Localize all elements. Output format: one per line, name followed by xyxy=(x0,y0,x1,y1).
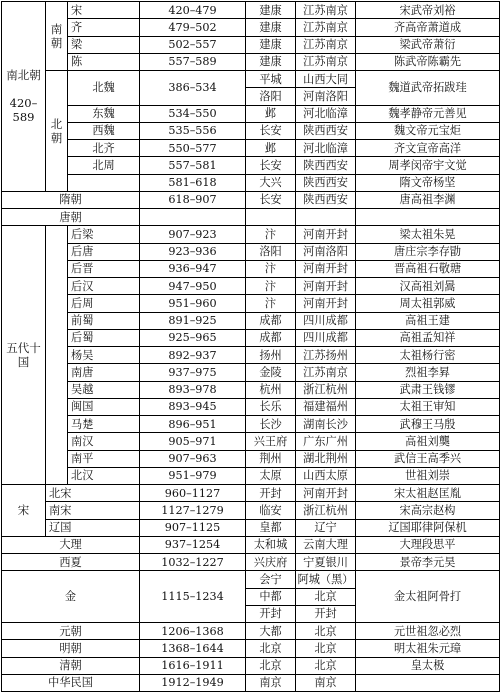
table-cell: 周孝闵帝宇文觉 xyxy=(356,157,500,174)
table-cell: 世祖刘崇 xyxy=(356,467,500,484)
table-cell: 邺 xyxy=(246,140,296,157)
table-cell: 后梁 xyxy=(68,226,140,243)
table-cell: 洛阳 xyxy=(246,88,296,105)
table-cell: 魏文帝元宝炬 xyxy=(356,122,500,139)
table-cell: 后晋 xyxy=(68,260,140,277)
table-cell: 河南开封 xyxy=(296,295,356,312)
table-cell: 明朝 xyxy=(2,640,140,657)
table-cell: 河南洛阳 xyxy=(296,88,356,105)
table-cell: 宋 xyxy=(2,485,46,537)
table-row xyxy=(2,347,500,364)
table-cell: 邺 xyxy=(246,105,296,122)
table-cell: 河南开封 xyxy=(296,485,356,502)
table-cell: 550–577 xyxy=(140,140,246,157)
table-cell: 高祖王建 xyxy=(356,312,500,329)
table-row xyxy=(2,260,500,277)
table-cell: 南平 xyxy=(68,450,140,467)
table-row xyxy=(2,467,500,484)
table-cell: 云南大理 xyxy=(296,536,356,553)
table-cell: 北齐 xyxy=(68,140,140,157)
table-cell: 唐高祖李渊 xyxy=(356,191,500,208)
table-cell: 临安 xyxy=(246,502,296,519)
table-cell: 吴越 xyxy=(68,381,140,398)
table-row xyxy=(2,329,500,346)
table-cell: 汴 xyxy=(246,295,296,312)
table-cell: 北周 xyxy=(68,157,140,174)
table-cell: 建康 xyxy=(246,36,296,53)
table-cell: 元世祖忽必烈 xyxy=(356,623,500,640)
table-row xyxy=(2,485,500,502)
table-cell: 五代十 国 xyxy=(2,226,46,485)
table-row xyxy=(2,105,500,122)
table-cell: 长沙 xyxy=(246,416,296,433)
table-row xyxy=(2,674,500,691)
table-cell: 皇都 xyxy=(246,519,296,536)
table-row xyxy=(2,191,500,208)
table-cell: 长安 xyxy=(246,157,296,174)
table-cell: 北京 xyxy=(296,623,356,640)
table-cell: 辽国 xyxy=(46,519,140,536)
table-cell: 梁 xyxy=(68,36,140,53)
table-cell: 梁武帝萧衍 xyxy=(356,36,500,53)
table-row xyxy=(2,554,500,571)
dynasty-table xyxy=(1,1,500,692)
table-cell: 北魏 xyxy=(68,71,140,106)
table-cell: 成都 xyxy=(246,312,296,329)
table-cell: 浙江杭州 xyxy=(296,381,356,398)
table-cell: 陕西西安 xyxy=(296,191,356,208)
table-cell: 896–951 xyxy=(140,416,246,433)
table-cell: 陕西西安 xyxy=(296,174,356,191)
table-cell: 南朝 xyxy=(46,2,68,71)
table-cell: 洛阳 xyxy=(246,243,296,260)
table-cell: 建康 xyxy=(246,53,296,70)
table-cell: 兴王府 xyxy=(246,433,296,450)
table-cell: 唐庄宗李存勖 xyxy=(356,243,500,260)
table-row xyxy=(2,416,500,433)
table-cell: 河南开封 xyxy=(296,260,356,277)
table-row xyxy=(2,209,500,226)
table-cell: 宋高宗赵构 xyxy=(356,502,500,519)
table-cell xyxy=(356,209,500,226)
table-cell: 元朝 xyxy=(2,623,140,640)
table-cell: 明太祖朱元璋 xyxy=(356,640,500,657)
table-cell: 太和城 xyxy=(246,536,296,553)
table-cell: 兴庆府 xyxy=(246,554,296,571)
table-cell: 成都 xyxy=(246,329,296,346)
table-cell: 武穆王马殷 xyxy=(356,416,500,433)
table-cell: 北京 xyxy=(246,657,296,674)
table-cell: 北京 xyxy=(296,588,356,605)
table-cell: 905–971 xyxy=(140,433,246,450)
table-row xyxy=(2,381,500,398)
table-cell: 闽国 xyxy=(68,398,140,415)
table-cell: 宋太祖赵匡胤 xyxy=(356,485,500,502)
table-cell: 581–618 xyxy=(140,174,246,191)
table-cell: 景帝李元昊 xyxy=(356,554,500,571)
table-row xyxy=(2,657,500,674)
table-cell: 扬州 xyxy=(246,347,296,364)
table-cell: 907–1125 xyxy=(140,519,246,536)
table-cell: 太祖杨行密 xyxy=(356,347,500,364)
table-cell xyxy=(68,174,140,191)
table-row xyxy=(2,53,500,70)
table-cell: 开封 xyxy=(246,485,296,502)
table-cell: 湖南长沙 xyxy=(296,416,356,433)
table-cell: 宋武帝刘裕 xyxy=(356,2,500,19)
table-cell: 陕西西安 xyxy=(296,122,356,139)
table-cell: 金陵 xyxy=(246,364,296,381)
table-cell xyxy=(356,674,500,691)
table-cell: 大理段思平 xyxy=(356,536,500,553)
table-cell: 937–975 xyxy=(140,364,246,381)
table-cell: 西夏 xyxy=(2,554,140,571)
table-cell: 平城 xyxy=(246,71,296,88)
table-cell: 梁太祖朱晃 xyxy=(356,226,500,243)
table-cell: 长乐 xyxy=(246,398,296,415)
table-cell: 951–960 xyxy=(140,295,246,312)
table-cell: 后汉 xyxy=(68,278,140,295)
table-cell: 南北朝 420–589 xyxy=(2,2,46,192)
table-cell: 618–907 xyxy=(140,191,246,208)
table-cell: 中华民国 xyxy=(2,674,140,691)
table-cell: 1032–1227 xyxy=(140,554,246,571)
table-cell: 923–936 xyxy=(140,243,246,260)
table-row xyxy=(2,122,500,139)
table-cell: 535–556 xyxy=(140,122,246,139)
table-cell: 北宋 xyxy=(46,485,140,502)
table-row xyxy=(2,571,500,588)
table-row xyxy=(2,36,500,53)
table-cell: 周太祖郭威 xyxy=(356,295,500,312)
table-cell: 936–947 xyxy=(140,260,246,277)
table-cell xyxy=(140,209,246,226)
table-cell: 河北临漳 xyxy=(296,105,356,122)
table-cell: 四川成都 xyxy=(296,329,356,346)
table-cell: 烈祖李昪 xyxy=(356,364,500,381)
table-cell: 江苏南京 xyxy=(296,2,356,19)
table-cell: 长安 xyxy=(246,122,296,139)
table-row xyxy=(2,623,500,640)
table-cell: 江苏南京 xyxy=(296,364,356,381)
table-cell: 北京 xyxy=(296,657,356,674)
table-cell: 汴 xyxy=(246,278,296,295)
table-cell: 四川成都 xyxy=(296,312,356,329)
table-cell: 南汉 xyxy=(68,433,140,450)
table-cell: 高祖刘龑 xyxy=(356,433,500,450)
table-cell: 893–978 xyxy=(140,381,246,398)
table-cell: 金太祖阿骨打 xyxy=(356,571,500,623)
table-cell: 宁夏银川 xyxy=(296,554,356,571)
table-cell: 宋 xyxy=(68,2,140,19)
table-cell: 891–925 xyxy=(140,312,246,329)
table-cell: 金 xyxy=(2,571,140,623)
table-cell: 建康 xyxy=(246,2,296,19)
table-cell: 大都 xyxy=(246,623,296,640)
table-cell: 960–1127 xyxy=(140,485,246,502)
table-cell: 907–963 xyxy=(140,450,246,467)
table-cell: 清朝 xyxy=(2,657,140,674)
table-cell: 后唐 xyxy=(68,243,140,260)
table-cell: 汴 xyxy=(246,260,296,277)
table-cell: 高祖孟知祥 xyxy=(356,329,500,346)
table-cell: 河北临漳 xyxy=(296,140,356,157)
table-cell: 会宁 xyxy=(246,571,296,588)
table-cell: 汉高祖刘暠 xyxy=(356,278,500,295)
table-cell: 后蜀 xyxy=(68,329,140,346)
table-cell: 江苏扬州 xyxy=(296,347,356,364)
table-cell: 魏孝静帝元善见 xyxy=(356,105,500,122)
table-cell: 陈 xyxy=(68,53,140,70)
table-cell: 557–589 xyxy=(140,53,246,70)
table-cell: 951–979 xyxy=(140,467,246,484)
table-cell: 南宋 xyxy=(46,502,140,519)
table-row xyxy=(2,312,500,329)
table-cell: 杭州 xyxy=(246,381,296,398)
table-cell: 广东广州 xyxy=(296,433,356,450)
table-row xyxy=(2,433,500,450)
table-cell: 1616–1911 xyxy=(140,657,246,674)
table-cell: 福建福州 xyxy=(296,398,356,415)
table-cell: 建康 xyxy=(246,19,296,36)
table-cell: 947–950 xyxy=(140,278,246,295)
table-row xyxy=(2,19,500,36)
table-cell: 北京 xyxy=(296,640,356,657)
table-row xyxy=(2,295,500,312)
table-cell: 陈武帝陈霸先 xyxy=(356,53,500,70)
table-cell: 1127–1279 xyxy=(140,502,246,519)
table-cell: 386–534 xyxy=(140,71,246,106)
table-cell: 辽国耶律阿保机 xyxy=(356,519,500,536)
table-row xyxy=(2,243,500,260)
table-cell: 937–1254 xyxy=(140,536,246,553)
table-cell: 中都 xyxy=(246,588,296,605)
table-cell: 479–502 xyxy=(140,19,246,36)
table-cell: 太原 xyxy=(246,467,296,484)
table-cell: 开封 xyxy=(296,605,356,622)
table-cell: 长安 xyxy=(246,191,296,208)
table-cell: 河南开封 xyxy=(296,278,356,295)
table-cell: 江苏南京 xyxy=(296,19,356,36)
table-cell: 江苏南京 xyxy=(296,53,356,70)
table-cell: 925–965 xyxy=(140,329,246,346)
table-cell: 河南洛阳 xyxy=(296,243,356,260)
table-row xyxy=(2,536,500,553)
table-row xyxy=(2,519,500,536)
table-cell: 1912–1949 xyxy=(140,674,246,691)
table-cell: 山西太原 xyxy=(296,467,356,484)
table-cell: 西魏 xyxy=(68,122,140,139)
table-row xyxy=(2,278,500,295)
table-cell: 汴 xyxy=(246,226,296,243)
table-cell: 南京 xyxy=(296,674,356,691)
table-cell: 武信王高季兴 xyxy=(356,450,500,467)
table-cell: 杨吴 xyxy=(68,347,140,364)
table-cell: 唐朝 xyxy=(2,209,140,226)
table-cell: 武肃王钱镠 xyxy=(356,381,500,398)
table-cell: 北朝 xyxy=(46,71,68,192)
table-cell: 陕西西安 xyxy=(296,157,356,174)
table-cell: 河南开封 xyxy=(296,226,356,243)
table-cell: 南唐 xyxy=(68,364,140,381)
table-cell: 浙江杭州 xyxy=(296,502,356,519)
table-row xyxy=(2,398,500,415)
table-cell: 502–557 xyxy=(140,36,246,53)
table-cell xyxy=(246,209,296,226)
table-cell: 大理 xyxy=(2,536,140,553)
table-cell: 马楚 xyxy=(68,416,140,433)
table-cell: 后周 xyxy=(68,295,140,312)
table-cell: 东魏 xyxy=(68,105,140,122)
table-cell: 南京 xyxy=(246,674,296,691)
table-cell: 荆州 xyxy=(246,450,296,467)
table-row xyxy=(2,226,500,243)
table-cell: 江苏南京 xyxy=(296,36,356,53)
table-row xyxy=(2,450,500,467)
table-cell: 北汉 xyxy=(68,467,140,484)
table-cell: 大兴 xyxy=(246,174,296,191)
table-cell: 皇太极 xyxy=(356,657,500,674)
table-cell: 907–923 xyxy=(140,226,246,243)
table-row xyxy=(2,174,500,191)
table-cell: 晋高祖石敬瑭 xyxy=(356,260,500,277)
table-cell: 齐文宣帝高洋 xyxy=(356,140,500,157)
table-cell: 892–937 xyxy=(140,347,246,364)
table-cell: 山西大同 xyxy=(296,71,356,88)
table-cell: 557–581 xyxy=(140,157,246,174)
table-cell: 隋文帝杨坚 xyxy=(356,174,500,191)
table-cell: 太祖王审知 xyxy=(356,398,500,415)
table-cell xyxy=(296,209,356,226)
table-cell: 齐高帝萧道成 xyxy=(356,19,500,36)
table-cell: 420–479 xyxy=(140,2,246,19)
table-cell: 893–945 xyxy=(140,398,246,415)
table-cell: 湖北荆州 xyxy=(296,450,356,467)
table-cell: 前蜀 xyxy=(68,312,140,329)
table-cell: 1368–1644 xyxy=(140,640,246,657)
table-cell: 1206–1368 xyxy=(140,623,246,640)
table-cell: 北京 xyxy=(246,640,296,657)
table-cell: 齐 xyxy=(68,19,140,36)
table-row xyxy=(2,364,500,381)
table-row xyxy=(2,2,500,19)
table-row xyxy=(2,140,500,157)
table-row xyxy=(2,640,500,657)
table-row xyxy=(2,157,500,174)
table-cell: 1115–1234 xyxy=(140,571,246,623)
dynasty-table-body xyxy=(2,2,500,692)
table-row xyxy=(2,71,500,88)
table-cell xyxy=(46,226,68,485)
table-row xyxy=(2,502,500,519)
table-cell: 534–550 xyxy=(140,105,246,122)
table-cell: 开封 xyxy=(246,605,296,622)
table-cell: 辽宁 xyxy=(296,519,356,536)
table-cell: 隋朝 xyxy=(2,191,140,208)
table-cell: 魏道武帝拓跋珪 xyxy=(356,71,500,106)
table-cell: 阿城（黑） xyxy=(296,571,356,588)
